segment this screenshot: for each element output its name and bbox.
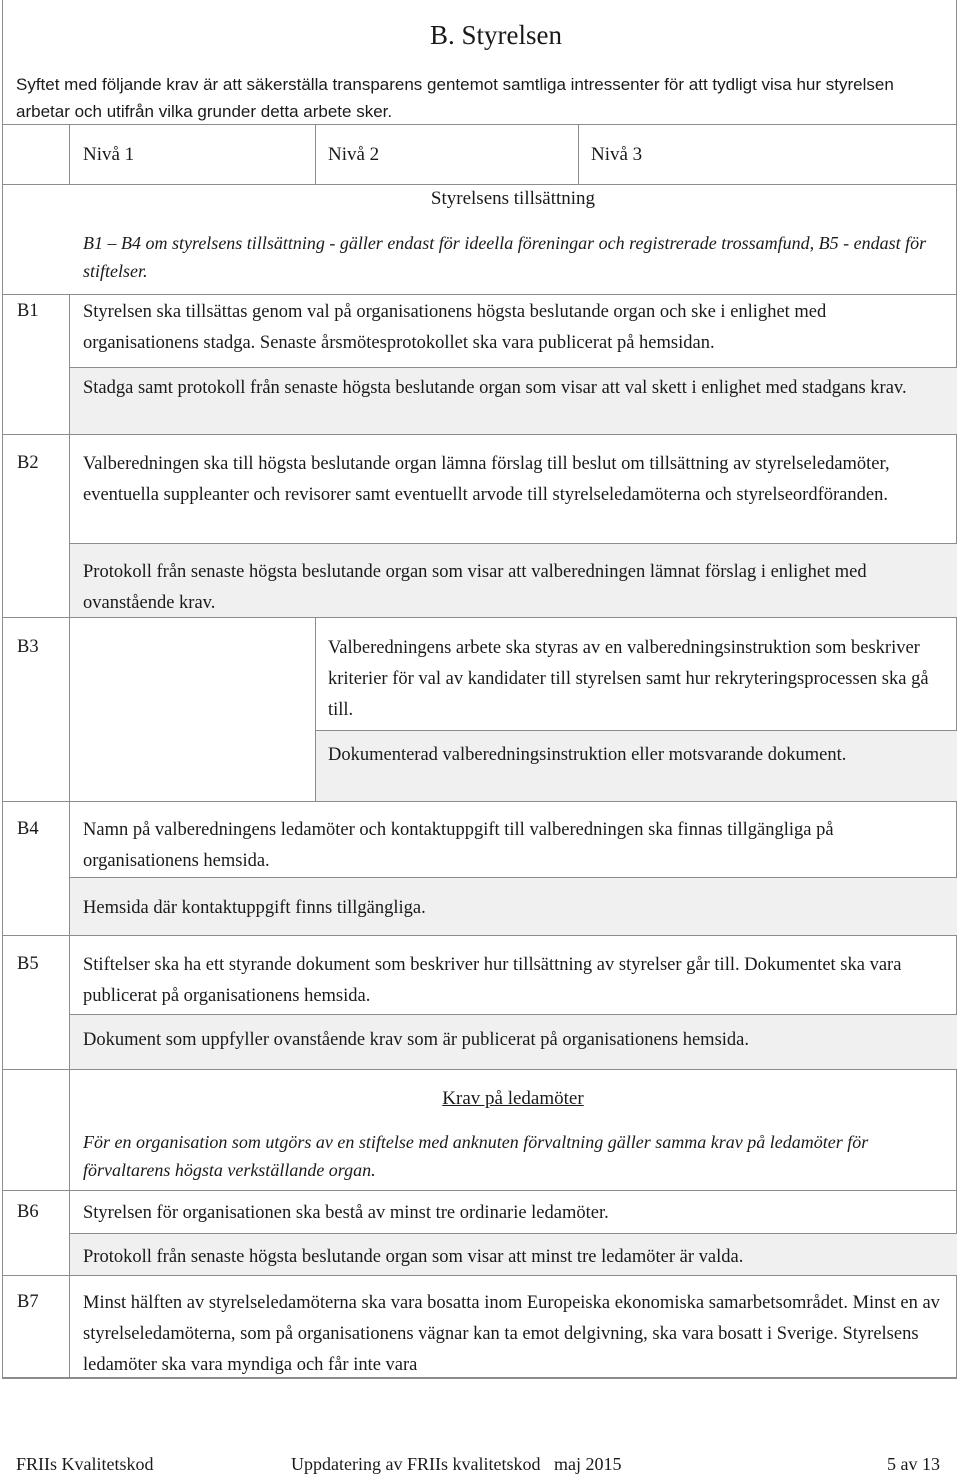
rule — [315, 124, 316, 184]
footer-left: FRIIs Kvalitetskod — [16, 1454, 154, 1474]
rule — [2, 617, 957, 618]
level-2-header: Nivå 2 — [328, 144, 380, 165]
rule — [2, 935, 957, 936]
requirement-text: Minst hälften av styrelseledamöterna ska vara bosatta inom Europeiska ekonomiska samarbetsområdet. Minst en av styrelseledamöterna, som på organisationens vägnar kan ta emot delgivning, ska vara bosatt i Sverige. Styrelsens ledamöter ska vara myndiga och får inte vara — [83, 1293, 940, 1375]
evidence-text: Hemsida där kontaktuppgift finns tillgängliga. — [83, 898, 426, 918]
rule — [2, 1378, 957, 1379]
rule — [2, 801, 957, 802]
row-label: B7 — [17, 1292, 39, 1312]
intro-text: Syftet med följande krav är att säkerställa transparens gentemot samtliga intressenter för att tydligt visa hur styrelsen arbetar och utifrån vilka grunder detta arbete sker. — [16, 75, 894, 121]
rule — [578, 124, 579, 184]
rule — [2, 124, 957, 125]
row-label: B4 — [17, 819, 39, 839]
rule — [2, 294, 957, 295]
section-title: Styrelsens tillsättning — [430, 188, 596, 209]
footer-page-number: 5 av 13 — [887, 1454, 940, 1474]
evidence-text: Dokumenterad valberedningsinstruktion eller motsvarande dokument. — [328, 745, 847, 765]
rule — [2, 1190, 957, 1191]
requirement-text: Valberedningens arbete ska styras av en valberedningsinstruktion som beskriver kriterier för val av kandidater till styrelsen samt hur rekryteringsprocessen ska gå till. — [328, 638, 929, 720]
section-title: Krav på ledamöter — [442, 1088, 584, 1109]
requirement-text: Styrelsen för organisationen ska bestå av minst tre ordinarie ledamöter. — [83, 1203, 609, 1223]
page-title: B. Styrelsen — [430, 20, 562, 50]
footer-center: Uppdatering av FRIIs kvalitetskod maj 2015 — [291, 1454, 622, 1474]
rule — [69, 124, 70, 184]
level-1-header: Nivå 1 — [83, 144, 135, 165]
rule — [2, 1275, 957, 1276]
requirement-text: Namn på valberedningens ledamöter och kontaktuppgift till valberedningen ska finnas tillgängliga på organisationens hemsida. — [83, 820, 834, 871]
rule — [2, 1069, 957, 1070]
evidence-text: Dokument som uppfyller ovanstående krav som är publicerat på organisationens hemsida. — [83, 1030, 749, 1050]
row-label: B6 — [17, 1202, 39, 1222]
evidence-text: Stadga samt protokoll från senaste högsta beslutande organ som visar att val skett i enlighet med stadgans krav. — [83, 378, 907, 398]
level-3-header: Nivå 3 — [591, 144, 643, 165]
row-label: B3 — [17, 637, 39, 657]
section-note: B1 – B4 om styrelsens tillsättning - gäller endast för ideella föreningar och registrerade trossamfund, B5 - endast för stiftelser. — [83, 233, 927, 281]
requirement-text: Valberedningen ska till högsta beslutande organ lämna förslag till beslut om tillsättning av styrelseledamöter, eventuella suppleanter och revisorer samt eventuellt arvode till styrelseledamöterna och styrelseordföranden. — [83, 454, 890, 505]
evidence-text: Protokoll från senaste högsta beslutande organ som visar att valberedningen lämnat förslag i enlighet med ovanstående krav. — [83, 562, 867, 613]
rule — [69, 294, 70, 1378]
evidence-text: Protokoll från senaste högsta beslutande organ som visar att minst tre ledamöter är valda. — [83, 1247, 744, 1267]
section-note: För en organisation som utgörs av en stiftelse med anknuten förvaltning gäller samma krav på ledamöter för förvaltarens högsta verkställande organ. — [83, 1132, 869, 1180]
rule — [2, 434, 957, 435]
rule — [2, 184, 957, 185]
row-label: B2 — [17, 453, 39, 473]
requirement-text: Styrelsen ska tillsättas genom val på organisationens högsta beslutande organ och ske i enlighet med organisationens stadga. Senaste årsmötesprotokollet ska vara publicerat på hemsidan. — [83, 302, 827, 353]
row-label: B1 — [17, 301, 39, 321]
row-label: B5 — [17, 954, 39, 974]
requirement-text: Stiftelser ska ha ett styrande dokument som beskriver hur tillsättning av styrelser går till. Dokumentet ska vara publicerat på organisationens hemsida. — [83, 955, 902, 1006]
